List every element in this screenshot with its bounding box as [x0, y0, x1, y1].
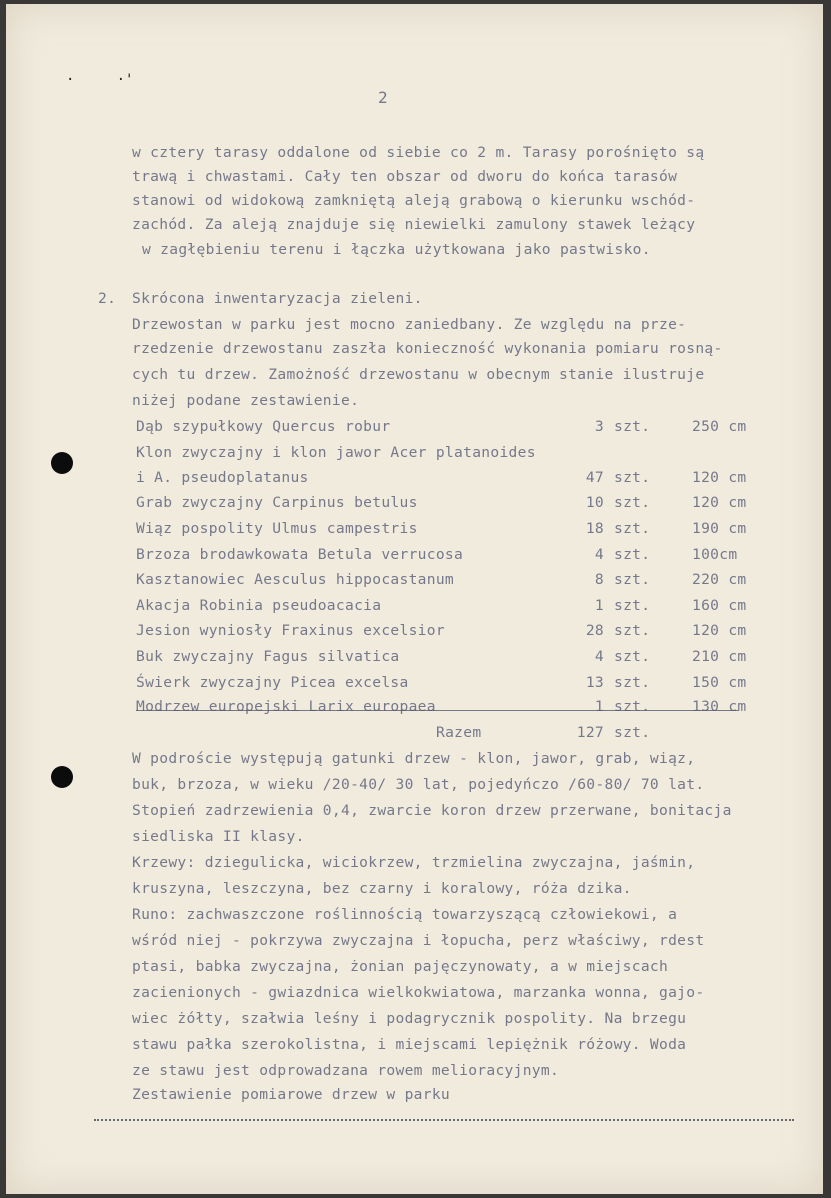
species-name: Buk zwyczajny Fagus silvatica [136, 648, 400, 665]
closing-line: ze stawu jest odprowadzana rowem melioracyjnym. [132, 1062, 560, 1079]
trunk-diameter: 120 cm [692, 622, 747, 639]
species-name: i A. pseudoplatanus [136, 469, 309, 486]
closing-line: siedliska II klasy. [132, 828, 305, 845]
trunk-diameter: 100cm [692, 546, 738, 563]
table-row [136, 494, 756, 519]
section-line: cych tu drzew. Zamożność drzewostanu w obecnym stanie ilustruje [132, 366, 705, 383]
table-row [136, 469, 756, 494]
page-number: 2 [378, 88, 388, 107]
trunk-diameter: 250 cm [692, 418, 747, 435]
closing-line: W podroście występują gatunki drzew - klon, jawor, grab, wiąz, [132, 750, 696, 767]
tree-count: 1 [594, 698, 604, 715]
tree-count: 1 [594, 597, 604, 614]
tree-count: 18 [585, 520, 604, 537]
tree-count: 4 [594, 648, 604, 665]
document-page [6, 4, 823, 1194]
count-unit: szt. [614, 494, 651, 511]
species-name: Kasztanowiec Aesculus hippocastanum [136, 571, 455, 588]
count-unit: szt. [614, 622, 651, 639]
count-unit: szt. [614, 698, 651, 715]
closing-line: ptasi, babka zwyczajna, żonian pajęczynowaty, a w miejscach [132, 958, 669, 975]
tree-count: 13 [585, 674, 604, 691]
species-name: Dąb szypułkowy Quercus robur [136, 418, 391, 435]
closing-line: kruszyna, leszczyna, bez czarny i koralowy, róża dzika. [132, 880, 632, 897]
species-name: Wiąz pospolity Ulmus campestris [136, 520, 418, 537]
section-line: Drzewostan w parku jest mocno zaniedbany. Ze względu na prze- [132, 316, 687, 333]
closing-line: stawu pałka szerokolistna, i miejscami lepiężnik różowy. Woda [132, 1036, 687, 1053]
sum-rule [136, 710, 738, 711]
trunk-diameter: 160 cm [692, 597, 747, 614]
section-line: rzedzenie drzewostanu zaszła konieczność wykonania pomiaru rosną- [132, 340, 723, 357]
tree-count: 4 [594, 546, 604, 563]
total-unit: szt. [614, 724, 651, 741]
intro-line: w zagłębieniu terenu i łączka użytkowana jako pastwisko. [142, 241, 651, 258]
total-label: Razem [436, 724, 482, 741]
trunk-diameter: 190 cm [692, 520, 747, 537]
intro-line: zachód. Za aleją znajduje się niewielki zamulony stawek leżący [132, 216, 696, 233]
trunk-diameter: 210 cm [692, 648, 747, 665]
count-unit: szt. [614, 571, 651, 588]
closing-line: buk, brzoza, w wieku /20-40/ 30 lat, pojedyńczo /60-80/ 70 lat. [132, 776, 705, 793]
closing-line: wśród niej - pokrzywa zwyczajna i łopucha, perz właściwy, rdest [132, 932, 705, 949]
intro-line: trawą i chwastami. Cały ten obszar od dworu do końca tarasów [132, 168, 678, 185]
trunk-diameter: 130 cm [692, 698, 747, 715]
species-name: Klon zwyczajny i klon jawor Acer platanoides [136, 444, 536, 461]
count-unit: szt. [614, 469, 651, 486]
total-value: 127 [576, 724, 604, 741]
trunk-diameter: 220 cm [692, 571, 747, 588]
count-unit: szt. [614, 648, 651, 665]
table-row [136, 648, 756, 673]
closing-line: Zestawienie pomiarowe drzew w parku [132, 1086, 451, 1103]
trunk-diameter: 150 cm [692, 674, 747, 691]
section-line: niżej podane zestawienie. [132, 392, 360, 409]
table-row [136, 520, 756, 545]
intro-line: stanowi od widokową zamkniętą aleją grabową o kierunku wschód- [132, 192, 696, 209]
count-unit: szt. [614, 674, 651, 691]
species-name: Świerk zwyczajny Picea excelsa [136, 674, 409, 691]
tree-count: 10 [585, 494, 604, 511]
tree-count: 28 [585, 622, 604, 639]
closing-line: Stopień zadrzewienia 0,4, zwarcie koron drzew przerwane, bonitacja [132, 802, 732, 819]
section-heading: Skrócona inwentaryzacja zieleni. [132, 290, 423, 307]
punch-hole [51, 766, 73, 788]
table-row [136, 546, 756, 571]
section-number: 2. [98, 290, 117, 307]
closing-line: zacienionych - gwiazdnica wielkokwiatowa, marzanka wonna, gajo- [132, 984, 705, 1001]
count-unit: szt. [614, 546, 651, 563]
total-row [136, 724, 756, 749]
species-name: Grab zwyczajny Carpinus betulus [136, 494, 418, 511]
table-row [136, 622, 756, 647]
trunk-diameter: 120 cm [692, 469, 747, 486]
table-row [136, 674, 756, 699]
punch-hole [51, 452, 73, 474]
count-unit: szt. [614, 597, 651, 614]
trunk-diameter: 120 cm [692, 494, 747, 511]
closing-line: wiec żółty, szałwia leśny i podagrycznik pospolity. Na brzegu [132, 1010, 687, 1027]
table-row [136, 571, 756, 596]
count-unit: szt. [614, 418, 651, 435]
tree-count: 8 [594, 571, 604, 588]
speck-marks: · ·' [66, 72, 134, 88]
count-unit: szt. [614, 520, 651, 537]
species-name: Akacja Robinia pseudoacacia [136, 597, 382, 614]
species-name: Modrzew europejski Larix europaea [136, 698, 436, 715]
table-row [136, 418, 756, 443]
table-row [136, 444, 756, 469]
dotted-divider [94, 1111, 794, 1121]
tree-count: 3 [594, 418, 604, 435]
tree-count: 47 [585, 469, 604, 486]
species-name: Jesion wyniosły Fraxinus excelsior [136, 622, 445, 639]
closing-line: Krzewy: dziegulicka, wiciokrzew, trzmielina zwyczajna, jaśmin, [132, 854, 696, 871]
closing-line: Runo: zachwaszczone roślinnością towarzyszącą człowiekowi, a [132, 906, 678, 923]
intro-line: w cztery tarasy oddalone od siebie co 2 m. Tarasy porośnięto są [132, 144, 705, 161]
table-row [136, 597, 756, 622]
species-name: Brzoza brodawkowata Betula verrucosa [136, 546, 464, 563]
